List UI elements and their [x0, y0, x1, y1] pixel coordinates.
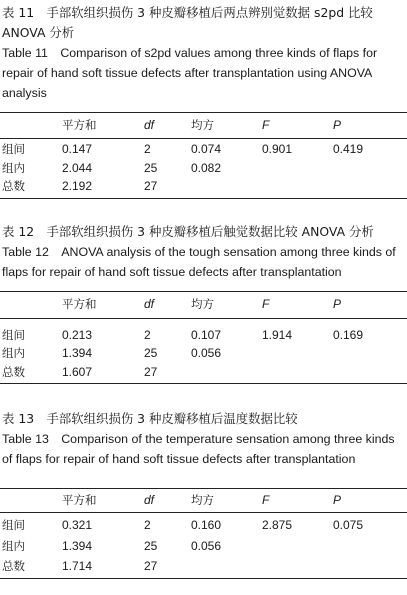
top-rule: [0, 488, 407, 489]
table-caption-en: Table 11 Comparison of s2pd values among three kinds of flaps for repair of hand soft tissue defects after transplantation using ANOVA analysis: [2, 46, 378, 100]
table-caption-en: Table 12 ANOVA analysis of the tough sensation among three kinds of flaps for repair of hand soft tissue defects after transplantation: [2, 245, 396, 279]
table-cell: 27: [144, 559, 158, 573]
col-header: F: [262, 297, 270, 311]
bottom-rule: [0, 383, 407, 384]
table-cell: 1.607: [62, 365, 93, 379]
table-cell: 1.714: [62, 559, 93, 573]
table-caption-zh: 表 13 手部软组织损伤 3 种皮瓣移植后温度数据比较: [2, 411, 298, 426]
bottom-rule: [0, 198, 407, 199]
row-label: 总数: [2, 365, 25, 379]
table-caption-zh: 表 12 手部软组织损伤 3 种皮瓣移植后触觉数据比较 ANOVA 分析: [2, 224, 374, 239]
header-row: [0, 294, 407, 314]
header-row: [0, 115, 407, 135]
table-cell: 0.321: [62, 518, 93, 532]
col-header: 均方: [191, 118, 214, 132]
table-row: [0, 176, 407, 196]
table-cell: 1.394: [62, 346, 93, 360]
table-row: [0, 362, 407, 382]
table-cell: 1.914: [262, 328, 293, 342]
row-label: 组内: [2, 539, 25, 553]
col-header: 平方和: [62, 493, 97, 507]
row-label: 组间: [2, 518, 25, 532]
table-cell: 0.147: [62, 142, 93, 156]
table-cell: 0.082: [191, 161, 222, 175]
row-label: 总数: [2, 179, 25, 193]
row-label: 组间: [2, 142, 25, 156]
col-header: df: [144, 118, 155, 132]
table-cell: 0.075: [333, 518, 364, 532]
bottom-rule: [0, 578, 407, 579]
table-cell: 0.419: [333, 142, 364, 156]
table-cell: 25: [144, 161, 158, 175]
table-row: [0, 325, 407, 345]
table-cell: 2.875: [262, 518, 293, 532]
col-header: P: [333, 118, 342, 132]
header-rule: [0, 318, 407, 319]
table-cell: 0.160: [191, 518, 222, 532]
col-header: 平方和: [62, 297, 97, 311]
table-cell: 2: [144, 518, 151, 532]
col-header: P: [333, 493, 342, 507]
row-label: 组内: [2, 346, 25, 360]
top-rule: [0, 291, 407, 292]
table-cell: 25: [144, 346, 158, 360]
table-cell: 1.394: [62, 539, 93, 553]
table-cell: 2: [144, 142, 151, 156]
table-cell: 27: [144, 365, 158, 379]
row-label: 组间: [2, 328, 25, 342]
table-cell: 0.213: [62, 328, 93, 342]
table-row: [0, 515, 407, 535]
table-row: [0, 536, 407, 556]
table-cell: 0.107: [191, 328, 222, 342]
table-row: [0, 158, 407, 178]
table-cell: 27: [144, 179, 158, 193]
table-row: [0, 343, 407, 363]
table-row: [0, 556, 407, 576]
row-label: 总数: [2, 559, 25, 573]
col-header: df: [144, 297, 155, 311]
table-cell: 0.056: [191, 539, 222, 553]
table-row: [0, 139, 407, 159]
header-row: [0, 490, 407, 510]
table-cell: 2.044: [62, 161, 93, 175]
col-header: 均方: [191, 493, 214, 507]
col-header: 均方: [191, 297, 214, 311]
row-label: 组内: [2, 161, 25, 175]
table-cell: 0.169: [333, 328, 364, 342]
table-caption-zh: 表 11 手部软组织损伤 3 种皮瓣移植后两点辨别觉数据 s2pd 比较 ANOVA 分析: [2, 5, 373, 40]
header-rule: [0, 512, 407, 513]
top-rule: [0, 112, 407, 113]
col-header: df: [144, 493, 155, 507]
table-cell: 2.192: [62, 179, 93, 193]
col-header: F: [262, 118, 270, 132]
table-cell: 0.056: [191, 346, 222, 360]
table-cell: 2: [144, 328, 151, 342]
table-cell: 0.074: [191, 142, 222, 156]
col-header: 平方和: [62, 118, 97, 132]
col-header: P: [333, 297, 342, 311]
table-cell: 0.901: [262, 142, 293, 156]
table-caption-en: Table 13 Comparison of the temperature sensation among three kinds of flaps for repair of hand soft tissue defects after transplantation: [2, 432, 395, 466]
table-cell: 25: [144, 539, 158, 553]
col-header: F: [262, 493, 270, 507]
